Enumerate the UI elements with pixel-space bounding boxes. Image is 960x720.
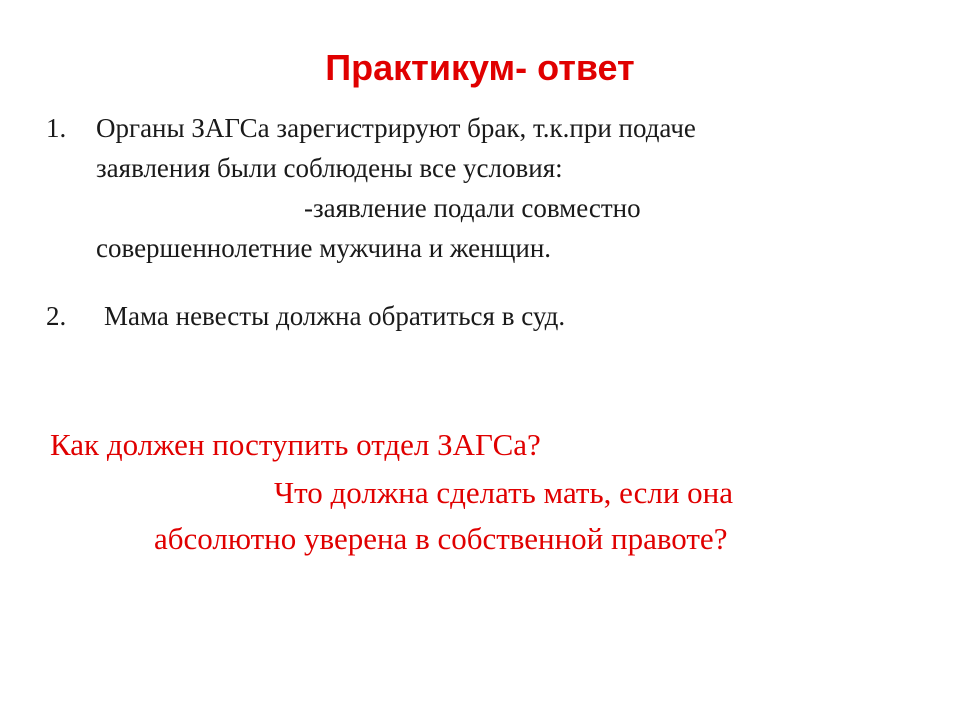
slide-title: Практикум- ответ — [325, 47, 635, 88]
question-line: Как должен поступить отдел ЗАГСа? — [50, 427, 541, 462]
answer-list — [46, 108, 926, 336]
answer-item-2 — [46, 296, 926, 336]
question-line: абсолютно уверена в собственной правоте? — [154, 521, 728, 556]
item-line: -заявление подали совместно — [304, 193, 641, 223]
item-number: 1. — [46, 113, 67, 143]
item-line: совершеннолетние мужчина и женщин. — [96, 233, 552, 263]
item-line: заявления были соблюдены все условия: — [96, 153, 563, 183]
item-line: Органы ЗАГСа зарегистрируют брак, т.к.при подаче — [96, 113, 696, 143]
item-line: Мама невесты должна обратиться в суд. — [104, 301, 566, 331]
item-text — [96, 296, 926, 336]
question-line: Что должна сделать мать, если она — [274, 475, 734, 510]
item-number: 2. — [46, 301, 67, 331]
answer-item-1 — [46, 108, 926, 268]
item-text — [96, 108, 926, 268]
